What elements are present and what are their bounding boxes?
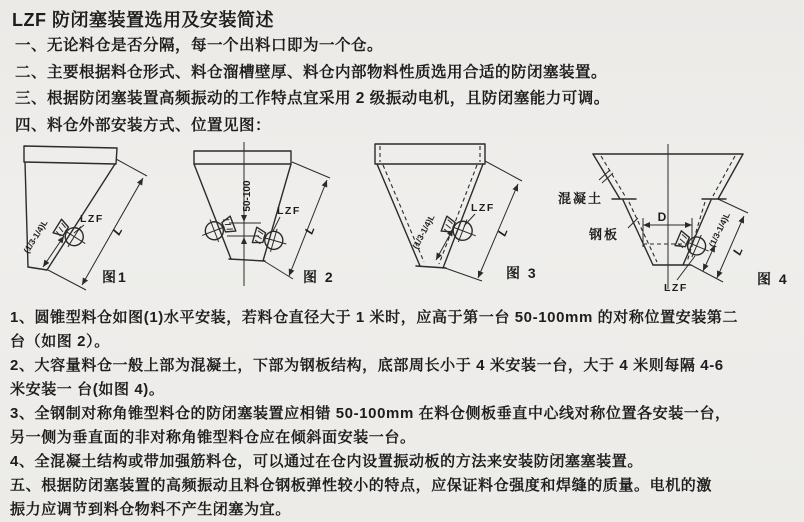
note-3-line-1: 3、全钢制对称角锥型料仓的防闭塞装置应相错 50-100mm 在料仓侧板垂直中心线对称位置各安装一台， xyxy=(10,405,731,422)
notes-list xyxy=(10,306,800,522)
device-label: LZF xyxy=(664,282,688,294)
intro-item-4: 四、料仓外部安装方式、位置见图： xyxy=(15,116,272,134)
vibrator-left-icon xyxy=(198,212,237,246)
dimension-L xyxy=(445,161,522,281)
intro-item-2: 二、主要根据料仓形式、料仓溜槽壁厚、料仓内部物料性质选用合适的防闭塞装置。 xyxy=(15,63,608,81)
note-2-line-1: 2、大容量料仓一般上部为混凝土，下部为钢板结构，底部周长小于 4 米安装一台，大于 4 米则每隔 4-6 xyxy=(10,357,724,374)
break-mark xyxy=(628,218,638,228)
dimension-position xyxy=(410,213,453,260)
figure-2-drawing xyxy=(181,134,361,296)
figure-caption: 图 3 xyxy=(506,265,538,281)
figure-caption: 图 2 xyxy=(303,269,335,285)
page-title: LZF 防闭塞装置选用及安装简述 xyxy=(12,10,274,30)
dim-position-label: (1/3-1/4)L xyxy=(706,210,732,249)
dim-width-label: D xyxy=(657,210,667,224)
note-3-line-2: 另一侧为垂直面的非对称角锥型料仓应在倾斜面安装一台。 xyxy=(10,429,416,446)
note-1-line-1: 1、圆锥型料仓如图(1)水平安装，若料仓直径大于 1 米时，应高于第一台 50-100mm 的对称位置安装第二 xyxy=(10,309,739,326)
vibrator-right-icon xyxy=(251,223,289,255)
figure-3-drawing xyxy=(356,131,558,299)
dim-length-label: L xyxy=(494,225,511,239)
figure-1 xyxy=(4,134,172,296)
figure-1-drawing xyxy=(4,134,172,296)
dim-position-label: (1/3-1/4)L xyxy=(410,212,437,251)
dimension-position xyxy=(703,211,732,271)
dim-offset-label: 50-100 xyxy=(242,180,253,212)
break-mark xyxy=(602,173,613,183)
device-label: LZF xyxy=(80,213,104,225)
device-label: LZF xyxy=(277,205,301,217)
figure-caption: 图 4 xyxy=(757,271,789,287)
hopper-outline xyxy=(375,144,485,268)
figure-caption: 图1 xyxy=(102,269,128,285)
note-5-line-2: 振力应调节到料仓物料不产生闭塞为宜。 xyxy=(10,501,291,518)
figure-3 xyxy=(356,131,558,299)
dimension-L xyxy=(264,162,330,279)
note-2-line-2: 米安装一 台(如图 4)。 xyxy=(10,381,165,398)
note-1-line-2: 台（如图 2）。 xyxy=(10,333,110,350)
note-5-line-1: 五、根据防闭塞装置的高频振动且料仓钢板弹性较小的特点，应保证料仓强度和焊缝的质量。电机的激 xyxy=(10,477,713,494)
dim-position-label: (1/3-1/4)L xyxy=(21,217,50,255)
hopper-outline xyxy=(24,146,117,270)
figure-2 xyxy=(181,134,361,296)
device-label: LZF xyxy=(471,202,495,214)
material-concrete-label: 混凝土 xyxy=(558,191,604,206)
figure-4 xyxy=(556,132,804,304)
figure-4-drawing xyxy=(556,132,804,304)
intro-item-1: 一、无论料仓是否分隔，每一个出料口即为一个仓。 xyxy=(15,37,384,54)
dim-length-label: L xyxy=(109,224,126,238)
note-4-line-1: 4、全混凝土结构或带加强筋料仓，可以通过在仓内设置振动板的方法来安装防闭塞塞装置。 xyxy=(10,453,643,470)
material-steel-label: 钢板 xyxy=(589,227,620,242)
dim-length-label: L xyxy=(729,244,746,258)
intro-list xyxy=(15,33,796,139)
dim-length-label: L xyxy=(301,224,318,237)
intro-item-3: 三、根据防闭塞装置高频振动的工作特点宜采用 2 级振动电机，且防闭塞能力可调。 xyxy=(15,90,610,107)
